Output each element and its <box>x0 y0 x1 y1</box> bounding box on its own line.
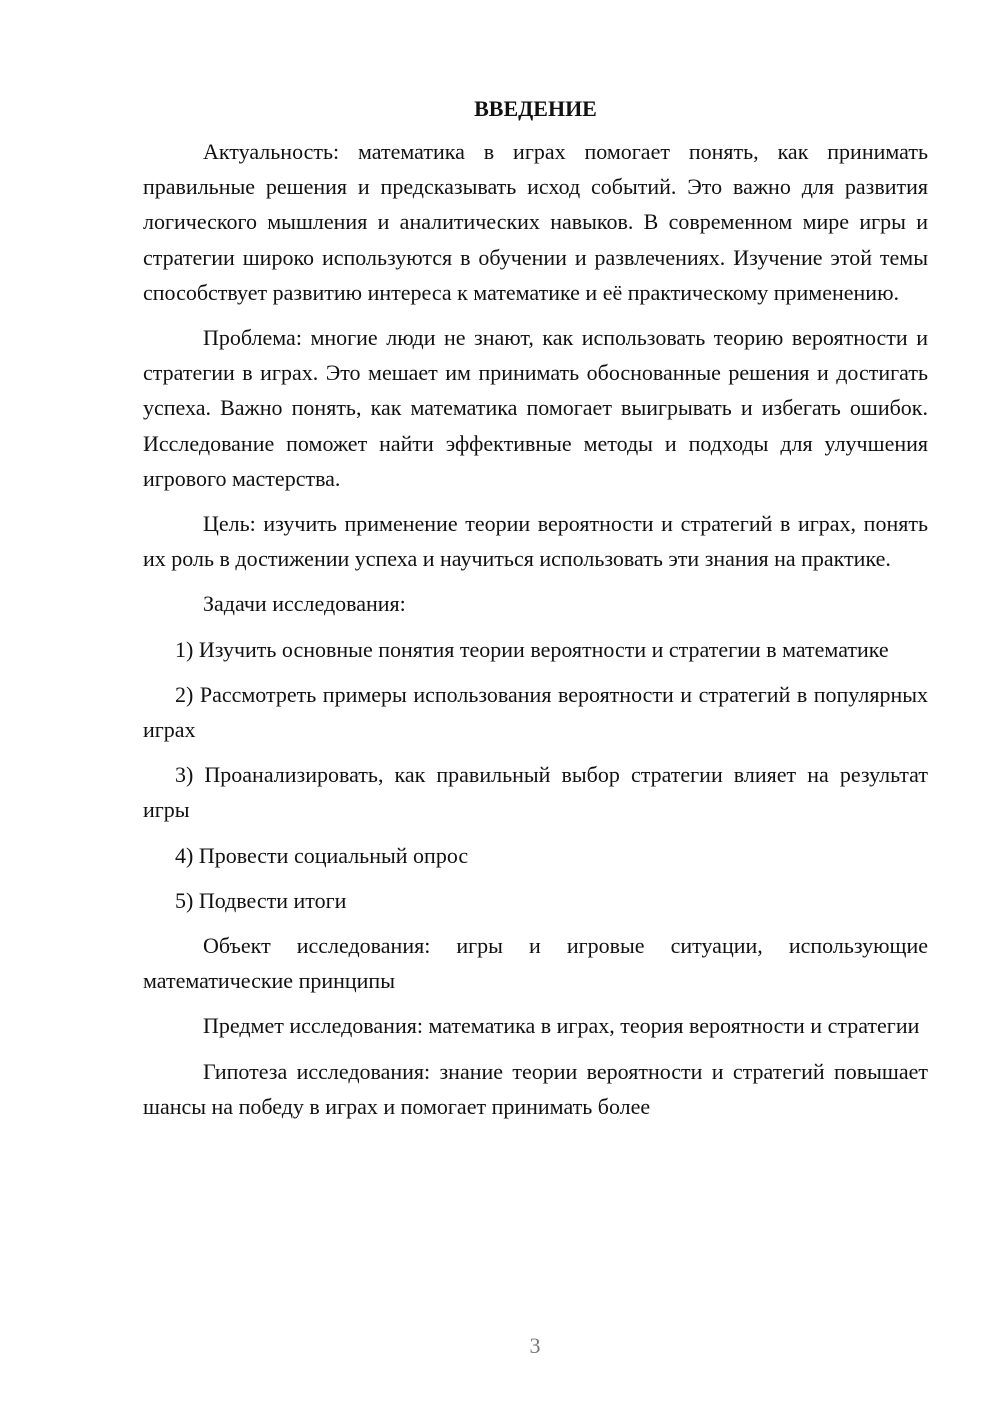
task-item: 4) Провести социальный опрос <box>175 842 469 868</box>
paragraph-hypothesis: Гипотеза исследования: знание теории вероятности и стратегий повышает шансы на победу в играх и помогает принимать более <box>143 1058 928 1119</box>
task-list <box>143 632 928 918</box>
page-number: 3 <box>529 1333 541 1358</box>
task-item: 3) Проанализировать, как правильный выбор стратегии влияет на результат игры <box>143 762 928 823</box>
tasks-title: Задачи исследования: <box>203 591 406 617</box>
page-heading: ВВЕДЕНИЕ <box>474 96 597 121</box>
paragraph-relevance: Актуальность: математика в играх помогает понять, как принимать правильные решения и предсказывать исход событий. Это важно для развития логического мышления и аналитических навыков. В современном мире игры и стратегии широко используются в обучении и развлечениях. Изучение этой темы способствует развитию интереса к математике и её практическому применению. <box>143 139 928 305</box>
paragraph-subject: Предмет исследования: математика в играх, теория вероятности и стратегии <box>203 1013 920 1039</box>
task-item: 2) Рассмотреть примеры использования вероятности и стратегий в популярных играх <box>143 681 928 743</box>
task-item: 5) Подвести итоги <box>175 887 347 913</box>
page-content <box>143 92 928 1134</box>
paragraph-object: Объект исследования: игры и игровые ситуации, использующие математические принципы <box>143 933 928 994</box>
paragraph-goal: Цель: изучить применение теории вероятности и стратегий в играх, понять их роль в достижении успеха и научиться использовать эти знания на практике. <box>143 511 928 572</box>
paragraph-problem: Проблема: многие люди не знают, как использовать теорию вероятности и стратегии в играх. Это мешает им принимать обоснованные решения и достигать успеха. Важно понять, как математика помогает выигрывать и избегать ошибок. Исследование поможет найти эффективные методы и подходы для улучшения игрового мастерства. <box>143 325 928 491</box>
task-item: 1) Изучить основные понятия теории вероятности и стратегии в математике <box>175 636 889 662</box>
